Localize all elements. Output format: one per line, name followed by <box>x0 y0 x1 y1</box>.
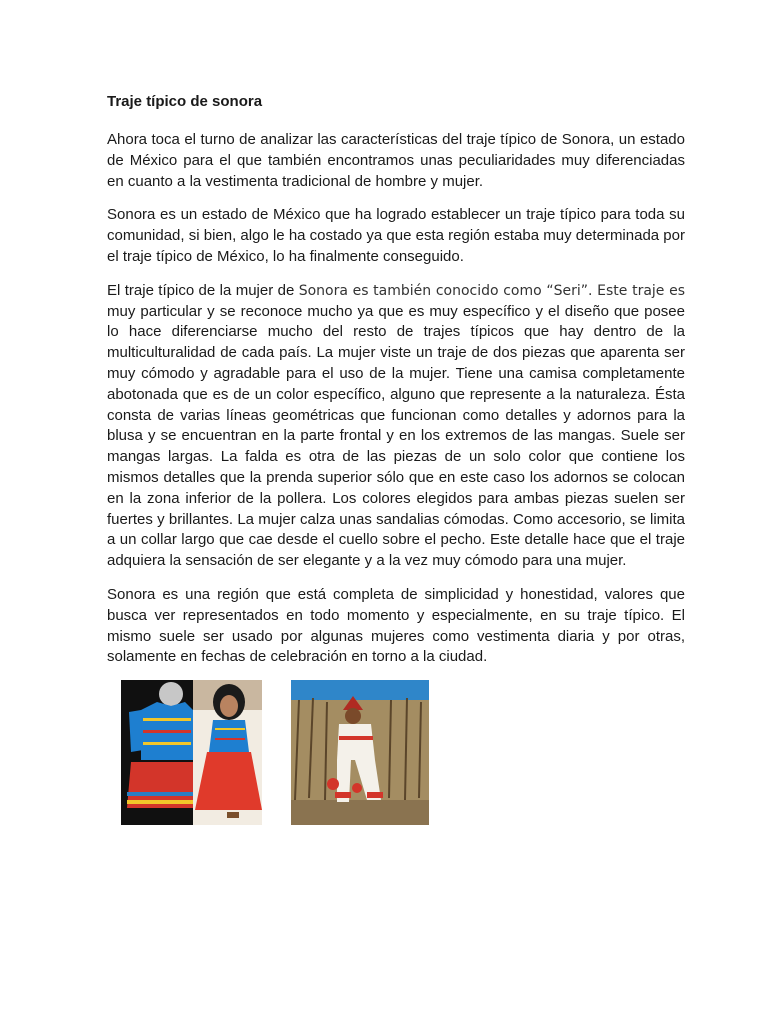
paragraph-sonora-state: Sonora es un estado de México que ha logrado establecer un traje típico para toda su comunidad, si bien, algo le ha costado ya que esta región estaba muy determinada por el traje típico de México, lo ha finalmente conseguido. <box>107 206 685 265</box>
document-title: Traje típico de sonora <box>107 93 263 110</box>
paragraph-seri-rest: muy particular y se reconoce mucho ya que es muy específico y el diseño que posee lo hace diferenciarse mucho del resto de trajes típicos que hay dentro de la multiculturalidad de cada país. La mujer viste un traje de dos piezas que aparenta ser muy cómodo y agradable para el uso de la mujer. Tiene una camisa completamente abotonada que es de un color específico, alguno que represente a la naturaleza. Ésta consta de varias líneas geométricas que funcionan como detalles y adornos para la blusa y se encuentran en la parte frontal y en los extremos de las mangas. Suele ser mangas largas. La falda es otra de las piezas de un solo color que contiene los mismos detalles que la prenda superior sólo que en este caso los adornos se colocan en la zona inferior de la pollera. Los colores elegidos para ambas piezas suelen ser fuertes y brillantes. La mujer calza unas sandalias cómodas. Como accesorio, se limita a un collar largo que cae desde el cuello sobre el pecho. Este detalle hace que el traje adquiera la sensación de ser elegante y a la vez muy cómodo para una mujer. <box>107 302 685 570</box>
paragraph-seri-alt-font: Sonora es también conocido como “Seri”. Este traje es <box>298 282 685 299</box>
paragraph-intro: Ahora toca el turno de analizar las características del traje típico de Sonora, un estado de México para el que también encontramos unas peculiaridades muy diferenciadas en cuanto a la vestimenta tradicional de hombre y mujer. <box>107 131 685 190</box>
photo-row <box>121 680 441 825</box>
dancer-photo <box>291 680 429 825</box>
seri-dress-photo <box>121 680 262 825</box>
document-body <box>107 92 685 681</box>
paragraph-seri-lead: El traje típico de la mujer de <box>107 281 299 299</box>
paragraph-simplicity: Sonora es una región que está completa de simplicidad y honestidad, valores que busca ver representados en todo momento y especialmente, en su traje típico. El mismo suele ser usado por algunas mujeres como vestimenta diaria y por otras, solamente en fechas de celebración en torno a la ciudad. <box>107 585 685 666</box>
paragraph-seri-dress <box>107 281 685 572</box>
